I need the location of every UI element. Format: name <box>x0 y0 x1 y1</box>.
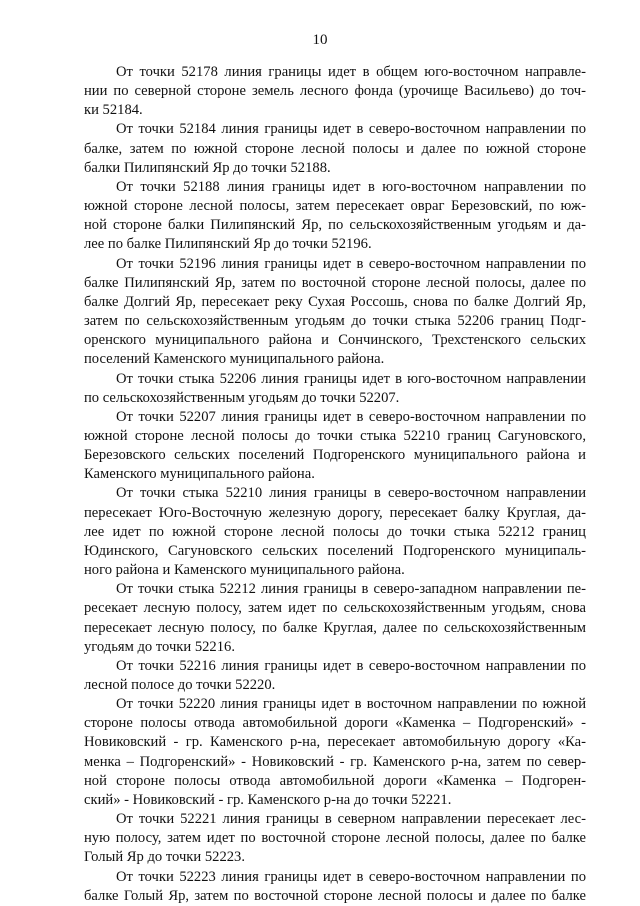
text-line: оренского муниципального района и Сончинского, Трехстенского сельских <box>84 332 586 349</box>
page-number: 10 <box>312 32 328 48</box>
paragraph <box>84 868 586 906</box>
text-line: Каменского муниципального района. <box>84 466 315 483</box>
text-line: От точки 52196 линия границы идет в северо-восточном направлении по <box>116 255 586 272</box>
text-line: пересекает Юго-Восточную железную дорогу, пересекает балку Круглая, да- <box>84 504 586 521</box>
paragraph <box>84 120 586 177</box>
text-line: Березовского сельских поселений Подгоренского муниципального района и <box>84 447 586 464</box>
text-line: ский» - Новиковский - гр. Каменского р-на до точки 52221. <box>84 791 452 808</box>
text-line: От точки 52184 линия границы идет в северо-восточном направлении по <box>116 121 586 138</box>
text-line: От точки 52221 линия границы в северном направлении пересекает лес- <box>116 811 586 828</box>
text-line: балке Голый Яр, затем по восточной стороне лесной полосы и далее по балке <box>84 887 586 904</box>
text-line: ресекает лесную полосу, затем идет по сельскохозяйственным угодьям, снова <box>84 600 586 617</box>
text-line: От точки 52207 линия границы идет в северо-восточном направлении по <box>116 408 586 425</box>
paragraph <box>84 657 586 695</box>
text-line: по сельскохозяйственным угодьям до точки 52207. <box>84 389 400 406</box>
paragraph <box>84 178 586 255</box>
text-line: От точки 52223 линия границы идет в северо-восточном направлении по <box>116 868 586 885</box>
paragraph <box>84 370 586 408</box>
text-line: ной стороне полосы отвода автомобильной дороги «Каменка – Подгорен- <box>84 772 586 789</box>
text-line: ной стороне балки Пилипянский Яр, по сельскохозяйственным угодьям и да- <box>84 217 586 234</box>
text-line: менка – Подгоренский» - Новиковский - гр. Каменского р-на, затем по север- <box>84 753 586 770</box>
text-line: угодьям до точки 52216. <box>84 638 235 655</box>
text-line: пересекает лесную полосу, по балке Круглая, далее по сельскохозяйственным <box>84 619 586 636</box>
paragraph <box>84 255 586 370</box>
text-line: Новиковский - гр. Каменского р-на, пересекает автомобильную дорогу «Ка- <box>84 734 586 751</box>
text-line: поселений Каменского муниципального района. <box>84 351 385 368</box>
text-line: лесной полосе до точки 52220. <box>84 677 276 693</box>
paragraph <box>84 580 586 657</box>
text-line: Юдинского, Сагуновского сельских поселений Подгоренского муниципаль- <box>84 542 586 559</box>
text-line: От точки стыка 52212 линия границы в северо-западном направлении пе- <box>116 581 586 598</box>
paragraph <box>84 695 586 810</box>
text-line: лее идет по южной стороне лесной полосы до точки стыка 52212 границ <box>84 523 586 540</box>
text-line: От точки 52188 линия границы идет в юго-восточном направлении по <box>116 178 586 195</box>
paragraph <box>84 63 586 120</box>
text-line: балки Пилипянский Яр до точки 52188. <box>84 159 331 176</box>
text-line: нии по северной стороне земель лесного фонда (урочище Васильево) до точ- <box>84 83 586 100</box>
text-line: балке, затем по южной стороне лесной полосы и далее по южной стороне <box>84 140 586 157</box>
text-line: От точки 52178 линия границы идет в общем юго-восточном направле- <box>116 64 586 80</box>
text-line: балке Долгий Яр, пересекает реку Сухая Россошь, снова по балке Долгий Яр, <box>84 293 586 310</box>
paragraph <box>84 810 586 867</box>
text-line: От точки стыка 52210 линия границы в северо-восточном направлении <box>116 485 586 502</box>
document-body <box>84 63 586 906</box>
text-line: От точки 52220 линия границы идет в восточном направлении по южной <box>116 696 586 713</box>
text-line: От точки стыка 52206 линия границы идет в юго-восточном направлении <box>116 370 586 387</box>
text-line: южной стороне лесной полосы до точки стыка 52210 границ Сагуновского, <box>84 427 586 444</box>
text-line: ную полосу, затем идет по восточной стороне лесной полосы, далее по балке <box>84 830 586 847</box>
text-line: лее по балке Пилипянский Яр до точки 52196. <box>84 236 372 253</box>
text-line: балке Пилипянский Яр, затем по восточной стороне лесной полосы, далее по <box>84 274 586 291</box>
text-line: Голый Яр до точки 52223. <box>84 849 245 866</box>
text-line: От точки 52216 линия границы идет в северо-восточном направлении по <box>116 657 586 674</box>
paragraph <box>84 484 586 580</box>
text-line: стороне полосы отвода автомобильной дороги «Каменка – Подгоренский» - <box>84 715 586 732</box>
text-line: затем по сельскохозяйственным угодьям до точки стыка 52206 границ Подг- <box>84 313 586 330</box>
paragraph <box>84 408 586 485</box>
text-line: ки 52184. <box>84 102 143 119</box>
text-line: ного района и Каменского муниципального района. <box>84 562 405 579</box>
text-line: южной стороне лесной полосы, затем пересекает овраг Березовский, по юж- <box>84 198 586 215</box>
